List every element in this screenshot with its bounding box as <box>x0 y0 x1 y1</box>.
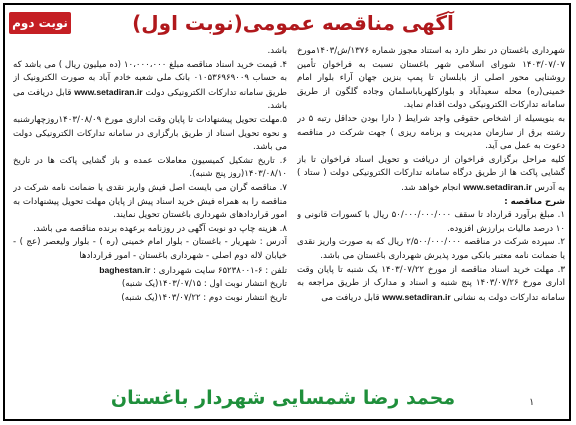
term-item-4 <box>13 59 287 114</box>
mayor-signature: محمد رضا شمسایی شهردار باغستان <box>110 387 456 409</box>
term-item-2: ۲. سپرده شرکت در مناقصه ۲/۵۰۰/۰۰۰/۰۰۰ ریال که به صورت واریز نقدی یا ضمانت نامه معتبر بانکی مورد پذیرش شهرداری باغستان می باشد. <box>297 237 565 261</box>
notice-title: آگهی مناقصه عمومی(نوبت اول) <box>132 11 454 35</box>
process-text: کلیه مراحل برگزاری فراخوان از دریافت و تحویل اسناد فراخوان تا باز گشایی پاکت ها از طریق درگاه سامانه تدارکات الکترونیکی دولت ( ستاد ) به آدرس <box>297 154 565 193</box>
eligibility-paragraph: به بنویسیله از اشخاص حقوقی واجد شرایط ( دارا بودن حداقل رتبه ۵ در رشته برق از سازمان مدیریت و برنامه ریزی ) جهت شرکت در مناقصه دعوت به عمل می آید. <box>297 113 565 152</box>
term-item-7: ۷. مناقصه گران می بایست اصل فیش واریز نقدی یا ضمانت نامه شرکت در مناقصه را به همراه فیش خرید اسناد پیش از پایان مهلت تحویل پیشنهادات به امور قراردادهای شهرداری باغستان تحویل نمایند. <box>13 182 287 221</box>
process-site-link[interactable]: www.setadiran.ir <box>463 181 532 192</box>
publish-date-first: تاریخ انتشار نوبت اول : ۱۴۰۳/۰۷/۱۵(یک شنبه) <box>121 279 287 290</box>
term-item-4-site-link[interactable]: www.setadiran.ir <box>74 86 143 97</box>
phone-text: تلفن : ۶-۶۵۲۳۸۰۰۱ سایت شهرداری : <box>153 265 287 276</box>
address-line: آدرس : شهریار - باغستان - بلوار امام خمینی (ره ) - بلوار ولیعصر (عج ) - خیابان لاله دوم اصلی - شهرداری باغستان - امور قراردادها <box>13 237 287 261</box>
term-item-4-text: ۴. قیمت خرید اسناد مناقصه مبلغ ۱۰،۰۰۰،۰۰۰ (ده میلیون ریال ) می باشد که به حساب ۰۱۰۵۳۶۹۶۹۰۰۹ بانک ملی شعبه خادم آباد به صورت الکترونیک از طریق سامانه تدارکات الکترونیکی دولت <box>13 59 287 98</box>
intro-paragraph: شهرداری باغستان در نظر دارد به استناد مجوز شماره ۱۳۷۶/ش/۱۴۰۳مورخ ۱۴۰۳/۰۷/۰۷ شورای اسلامی شهر باغستان نسبت به فراخوان تأمین روشنایی محور اصلی از بابلسان تا پمپ بنزین جهان آراء بلوار امام خمینی(ره) محله سعیدآباد و بلوارکلهرباباسلمان وجاده گلگون از طریق سامانه تدارکات الکترونیکی دولت اقدام نماید. <box>297 46 565 111</box>
term-item-8: ۸. هزینه چاپ دو نوبت آگهی در روزنامه برعهده برنده مناقصه می باشد. <box>33 223 287 234</box>
term-item-3-continued: باشد. <box>267 46 287 56</box>
terms-title: شرح مناقصه : <box>504 196 565 207</box>
term-item-4-end: قابل دریافت می باشد. <box>13 87 287 112</box>
term-item-3-text: ۳. مهلت خرید اسناد مناقصه از مورخ ۱۴۰۳/۰۷/۲۲ یک شنبه تا پایان وقت اداری مورخ ۱۴۰۳/۰۷/۲۶ پنج شنبه و اسناد و مدارک از طریق مراجعه به سامانه تدارکات دولت به نشانی <box>297 264 565 303</box>
publish-date-second: تاریخ انتشار نوبت دوم : ۱۴۰۳/۰۷/۲۲(یک شنبه) <box>121 292 287 303</box>
term-item-1: ۱. مبلغ برآورد قرارداد تا سقف ۵۰/۰۰۰/۰۰۰/۰۰۰ ریال با کسورات قانونی و ۱۰ درصد مالیات برارزش افزوده. <box>297 210 565 234</box>
term-item-3 <box>297 264 565 306</box>
term-item-6: ۶. تاریخ تشکیل کمیسیون معاملات عمده و باز گشایی پاکت ها در تاریخ ۱۴۰۳/۰۸/۱۰(روز پنج شنبه). <box>13 155 287 180</box>
term-item-5: ۵.مهلت تحویل پیشنهادات تا پایان وقت اداری مورخ ۱۴۰۳/۰۸/۰۹روزچهارشنبه و نحوه تحویل اسناد از طریق بارگزاری در سامانه تدارکات الکترونیکی دولت می باشد. <box>13 114 287 153</box>
process-end: انجام خواهد شد. <box>401 182 461 193</box>
term-item-3-site-link[interactable]: www.setadiran.ir <box>382 291 451 302</box>
contact-line <box>13 264 287 279</box>
municipality-site-link[interactable]: baghestan.ir <box>99 264 151 275</box>
notice-frame <box>3 3 571 421</box>
process-paragraph <box>297 154 565 196</box>
term-item-3-end: قابل دریافت می <box>321 292 380 303</box>
notice-header <box>5 5 569 45</box>
right-column <box>297 45 565 383</box>
round-badge: نوبت دوم <box>9 12 71 34</box>
page-number: ۱ <box>529 397 535 408</box>
left-column <box>13 45 287 383</box>
